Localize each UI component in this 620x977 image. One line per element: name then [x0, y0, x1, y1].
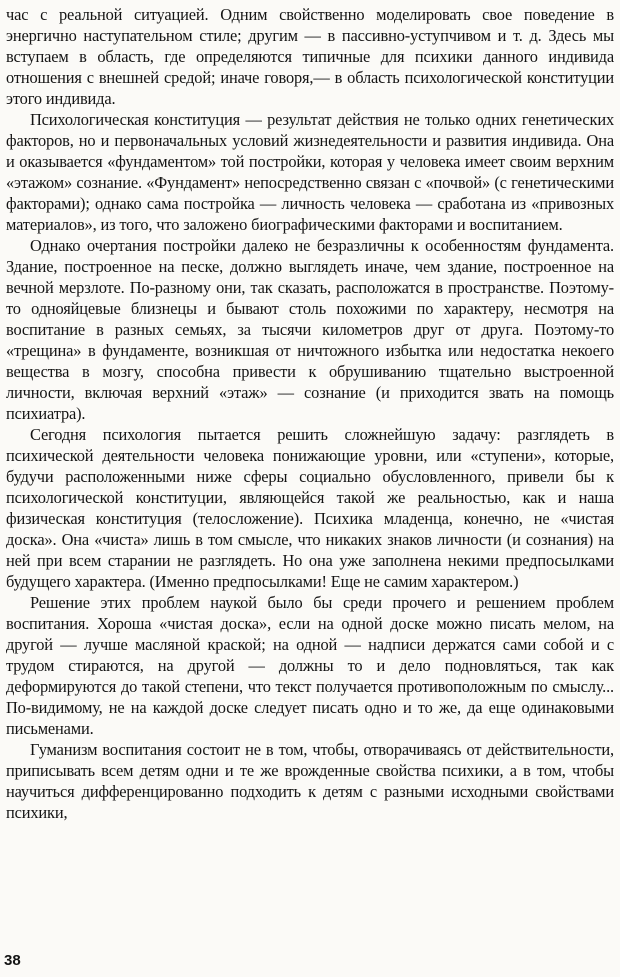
book-page-text [6, 4, 614, 823]
paragraph-5: Решение этих проблем наукой было бы среди прочего и решением проблем воспитания. Хороша «чистая доска», если на одной доске можно писать мелом, на другой — лучше масляной краской; на одной — надписи держатся сами собой и с трудом стираются, на другой — должны то и дело подновляться, так как деформируются до такой степени, что текст получается противоположным по смыслу... По-видимому, не на каждой доске следует писать одно и то же, да еще одинаковыми письменами. [6, 593, 614, 738]
paragraph-4: Сегодня психология пытается решить сложнейшую задачу: разглядеть в психической деятельности человека понижающие уровни, или «ступени», которые, будучи расположенными ниже сферы социально обусловленного, привели бы к психологической конституции, являющейся такой же реальностью, как и наша физическая конституция (телосложение). Психика младенца, конечно, не «чистая доска». Она «чиста» лишь в том смысле, что никаких знаков личности (и сознания) на ней при всем старании не разглядеть. Но она уже заполнена некими предпосылками будущего характера. (Именно предпосылками! Еще не самим характером.) [6, 425, 614, 591]
page-number: 38 [4, 952, 21, 969]
paragraph-1: час с реальной ситуацией. Одним свойственно моделировать свое поведение в энергично наступательном стиле; другим — в пассивно-уступчивом и т. д. Здесь мы вступаем в область, где определяются типичные для психики данного индивида отношения с внешней средой; иначе говоря,— в область психологической конституции этого индивида. [6, 5, 614, 108]
paragraph-2: Психологическая конституция — результат действия не только одних генетических факторов, но и первоначальных условий жизнедеятельности и развития индивида. Она и оказывается «фундаментом» той постройки, которая у человека имеет своим верхним «этажом» сознание. «Фундамент» непосредственно связан с «почвой» (с генетическими факторами); однако сама постройка — личность человека — сработана из «привозных материалов», из того, что заложено биографическими факторами и воспитанием. [6, 110, 614, 234]
paragraph-3: Однако очертания постройки далеко не безразличны к особенностям фундамента. Здание, построенное на песке, должно выглядеть иначе, чем здание, построенное на вечной мерзлоте. По-разному они, так сказать, расположатся в пространстве. Поэтому-то однояйцевые близнецы и бывают столь похожими по характеру, несмотря на воспитание в разных семьях, за тысячи километров друг от друга. Поэтому-то «трещина» в фундаменте, возникшая от ничтожного избытка или недостатка некоего вещества в мозгу, способна привести к обрушиванию тщательно выстроенной личности, включая верхний «этаж» — сознание (и приходится звать на помощь психиатра). [6, 236, 614, 423]
paragraph-6: Гуманизм воспитания состоит не в том, чтобы, отворачиваясь от действительности, приписывать всем детям одни и те же врожденные свойства психики, а в том, чтобы научиться дифференцированно подходить к детям с разными исходными свойствами психики, [6, 740, 614, 822]
